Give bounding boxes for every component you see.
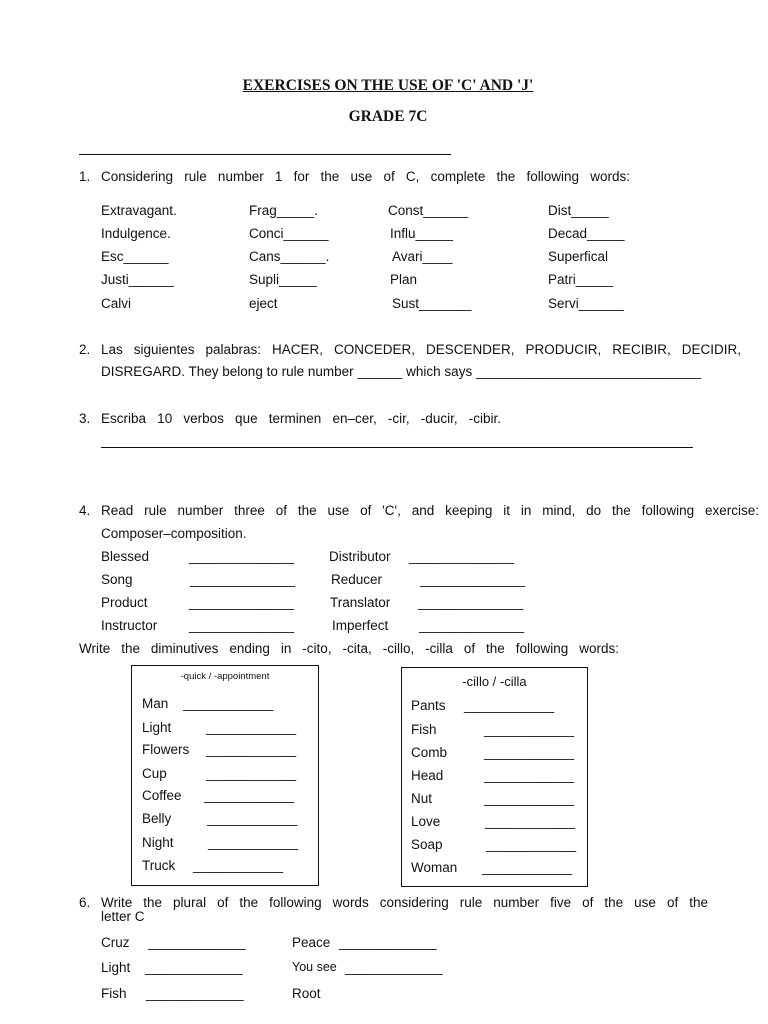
box2-word: Fish	[411, 722, 437, 737]
box2-word: Pants	[411, 698, 446, 713]
box2-word: Love	[411, 814, 441, 829]
q2-line2: DISREGARD. They belong to rule number ______ which says ______________________________	[101, 364, 702, 379]
q6-word: Cruz	[101, 935, 130, 950]
answer-blank[interactable]: ____________	[482, 860, 573, 875]
q4-word: Imperfect	[332, 618, 389, 633]
q3-number: 3.	[79, 411, 91, 426]
box1-word: Man	[142, 696, 169, 711]
word-cell: Extravagant.	[101, 203, 177, 218]
answer-blank[interactable]: ______________	[420, 572, 526, 587]
answer-blank[interactable]: ______________	[190, 572, 296, 587]
word-cell: Conci______	[249, 226, 329, 241]
word-cell: Avari____	[392, 249, 453, 264]
q4-line1: Read rule number three of the use of 'C', and keeping it in mind, do the following exercise:	[101, 503, 759, 518]
q1-instruction: Considering rule number 1 for the use of C, complete the following words:	[101, 169, 630, 184]
diminutive-box-2	[401, 667, 588, 887]
q6-word: Peace	[292, 935, 331, 950]
word-cell: Calvi	[101, 296, 132, 311]
q4-word: Translator	[330, 595, 391, 610]
diminutive-box-1	[131, 665, 319, 886]
word-cell: Sust_______	[392, 296, 472, 311]
answer-blank[interactable]: ____________	[206, 742, 297, 757]
answer-blank[interactable]: ____________	[484, 722, 575, 737]
answer-blank[interactable]: ____________	[206, 720, 297, 735]
box1-header: -quick / -appointment	[180, 671, 270, 682]
answer-blank[interactable]: _____________	[148, 935, 246, 950]
q4-word: Blessed	[101, 549, 150, 564]
q4-example: Composer–composition.	[101, 526, 247, 541]
answer-blank[interactable]: _____________	[145, 960, 243, 975]
answer-blank[interactable]: ____________	[484, 791, 575, 806]
word-cell: eject	[249, 296, 278, 311]
box2-word: Nut	[411, 791, 433, 806]
box1-word: Night	[142, 835, 174, 850]
word-cell: Frag_____.	[249, 203, 319, 218]
box1-word: Coffee	[142, 788, 182, 803]
q2-number: 2.	[79, 342, 91, 357]
box1-word: Flowers	[142, 742, 190, 757]
answer-blank[interactable]: ______________	[189, 618, 295, 633]
answer-blank[interactable]: ____________	[193, 858, 284, 873]
answer-blank[interactable]: ______________	[418, 595, 524, 610]
name-line	[79, 154, 451, 155]
q6-word: Fish	[101, 986, 127, 1001]
word-cell: Decad_____	[548, 226, 625, 241]
box1-word: Belly	[142, 811, 172, 826]
box2-word: Soap	[411, 837, 443, 852]
q6-line1: Write the plural of the following words considering rule number five of the use of the	[101, 895, 708, 910]
q6-line2: letter C	[101, 909, 145, 924]
word-cell: Supli_____	[249, 272, 317, 287]
answer-blank[interactable]: ______________	[419, 618, 525, 633]
answer-blank[interactable]: ______________	[189, 549, 295, 564]
q3-instruction: Escriba 10 verbos que terminen en–cer, -cir, -ducir, -cibir.	[101, 411, 501, 426]
q5-instruction: Write the diminutives ending in -cito, -cita, -cillo, -cilla of the following words:	[79, 641, 619, 656]
word-cell: Dist_____	[548, 203, 609, 218]
word-cell: Cans______.	[249, 249, 330, 264]
answer-blank[interactable]: ____________	[207, 811, 298, 826]
word-cell: Superfical	[548, 249, 609, 264]
word-cell: Justi______	[101, 272, 174, 287]
answer-blank[interactable]: ______________	[409, 549, 515, 564]
word-cell: Influ_____	[390, 226, 454, 241]
answer-blank[interactable]: ____________	[484, 768, 575, 783]
answer-blank[interactable]: _____________	[339, 935, 437, 950]
q2-line1: Las siguientes palabras: HACER, CONCEDER, DESCENDER, PRODUCIR, RECIBIR, DECIDIR,	[101, 342, 741, 357]
word-cell: Plan	[390, 272, 418, 287]
q4-word: Song	[101, 572, 133, 587]
box2-header: -cillo / -cilla	[462, 674, 527, 689]
q6-word: Root	[292, 986, 321, 1001]
q1-number: 1.	[79, 169, 91, 184]
box2-word: Comb	[411, 745, 448, 760]
grade-heading: GRADE 7C	[348, 108, 428, 125]
word-cell: Patri_____	[548, 272, 614, 287]
box1-word: Truck	[142, 858, 176, 873]
word-cell: Const______	[388, 203, 469, 218]
q6-word: Light	[101, 960, 131, 975]
answer-blank[interactable]: ____________	[208, 835, 299, 850]
q6-word: You see	[292, 960, 337, 974]
answer-blank[interactable]: ____________	[204, 788, 295, 803]
word-cell: Indulgence.	[101, 226, 171, 241]
answer-blank[interactable]: ____________	[183, 696, 274, 711]
answer-blank[interactable]: ____________	[206, 766, 297, 781]
q4-word: Distributor	[329, 549, 391, 564]
answer-blank[interactable]: ____________	[484, 745, 575, 760]
q4-number: 4.	[79, 503, 91, 518]
page-title: EXERCISES ON THE USE OF 'C' AND 'J'	[242, 77, 534, 94]
answer-blank[interactable]: ____________	[485, 814, 576, 829]
word-cell: Esc______	[101, 249, 169, 264]
answer-blank[interactable]: _____________	[146, 986, 244, 1001]
answer-blank[interactable]: ______________	[189, 595, 295, 610]
word-cell: Servi______	[548, 296, 624, 311]
q6-number: 6.	[79, 895, 91, 910]
answer-blank[interactable]: _____________	[345, 960, 443, 975]
answer-blank[interactable]: ____________	[486, 837, 577, 852]
q4-word: Product	[101, 595, 148, 610]
q4-word: Reducer	[331, 572, 383, 587]
answer-blank[interactable]: ____________	[464, 698, 555, 713]
box2-word: Woman	[411, 860, 458, 875]
q4-word: Instructor	[101, 618, 158, 633]
q3-answer-line	[101, 447, 693, 448]
box1-word: Cup	[142, 766, 167, 781]
box1-word: Light	[142, 720, 172, 735]
box2-word: Head	[411, 768, 444, 783]
